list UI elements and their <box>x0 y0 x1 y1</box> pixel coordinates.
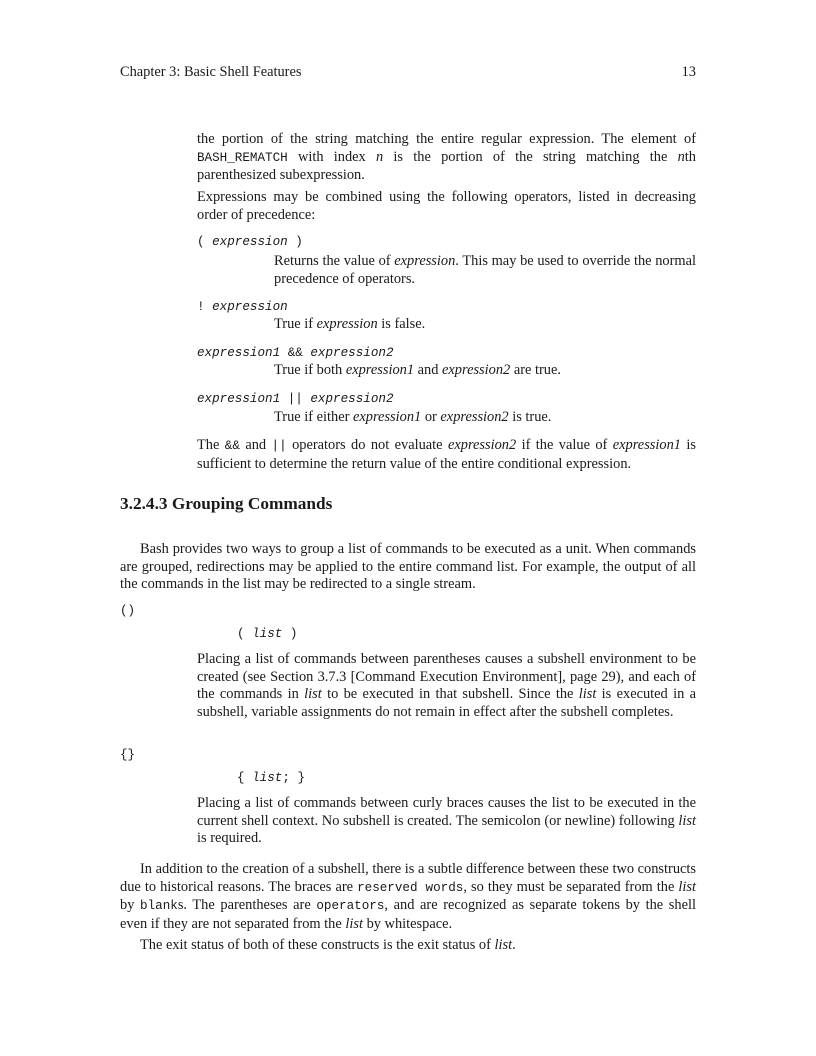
operator-term-or: expression1 || expression2 <box>197 392 394 406</box>
example-brace-list: { list; } <box>237 771 306 785</box>
operator-term-group: ( expression ) <box>197 235 303 249</box>
operator-term-and: expression1 && expression2 <box>197 346 394 360</box>
paragraph-subshell: Placing a list of commands between parentheses causes a subshell environment to be created (see Section 3.7.3 [Command Execution Environment], page 29), and each of the commands in list to be executed in that subshell. Since the list is executed in a subshell, variable assignments do not remain in effect after the subshell completes. <box>197 651 696 720</box>
paragraph-grouping-intro: Bash provides two ways to group a list of commands to be executed as a unit. When commands are grouped, redirections may be applied to the entire command list. For example, the output of all the commands in the list may be redirected to a single stream. <box>120 541 696 593</box>
term-braces: {} <box>120 748 136 762</box>
section-heading: 3.2.4.3 Grouping Commands <box>120 494 333 513</box>
example-paren-list: ( list ) <box>237 627 298 641</box>
paragraph-exit-status: The exit status of both of these constructs is the exit status of list. <box>140 937 516 953</box>
operator-desc-and: True if both expression1 and expression2 are true. <box>274 362 561 378</box>
operator-desc-group: Returns the value of expression. This may be used to override the normal precedence of operators. <box>274 253 696 287</box>
page-number: 13 <box>681 64 696 80</box>
paragraph-bash-rematch: the portion of the string matching the entire regular expression. The element of BASH_REMATCH with index n is the portion of the string matching the nth parenthesized subexpression. <box>197 131 696 184</box>
chapter-title: Chapter 3: Basic Shell Features <box>120 64 302 80</box>
operator-desc-or: True if either expression1 or expression2 is true. <box>274 409 552 425</box>
code-bash-rematch: BASH_REMATCH <box>197 150 288 165</box>
paragraph-current-shell: Placing a list of commands between curly braces causes the list to be executed in the current shell context. No subshell is created. The semicolon (or newline) following list is required. <box>197 795 696 847</box>
operator-desc-not: True if expression is false. <box>274 316 426 332</box>
term-parentheses: () <box>120 604 136 618</box>
paragraph-reserved-words: In addition to the creation of a subshell, there is a subtle difference between these two constructs due to historical reasons. The braces are reserved words, so they must be separated from the list by blanks. The parentheses are operators, and are recognized as separate tokens by the shell even if they are not separated from the list by whitespace. <box>120 861 696 932</box>
paragraph-short-circuit: The && and || operators do not evaluate expression2 if the value of expression1 is sufficient to determine the return value of the entire conditional expression. <box>197 437 696 472</box>
paragraph-operators-intro: Expressions may be combined using the following operators, listed in decreasing order of precedence: <box>197 189 696 223</box>
operator-term-not: ! expression <box>197 300 288 314</box>
